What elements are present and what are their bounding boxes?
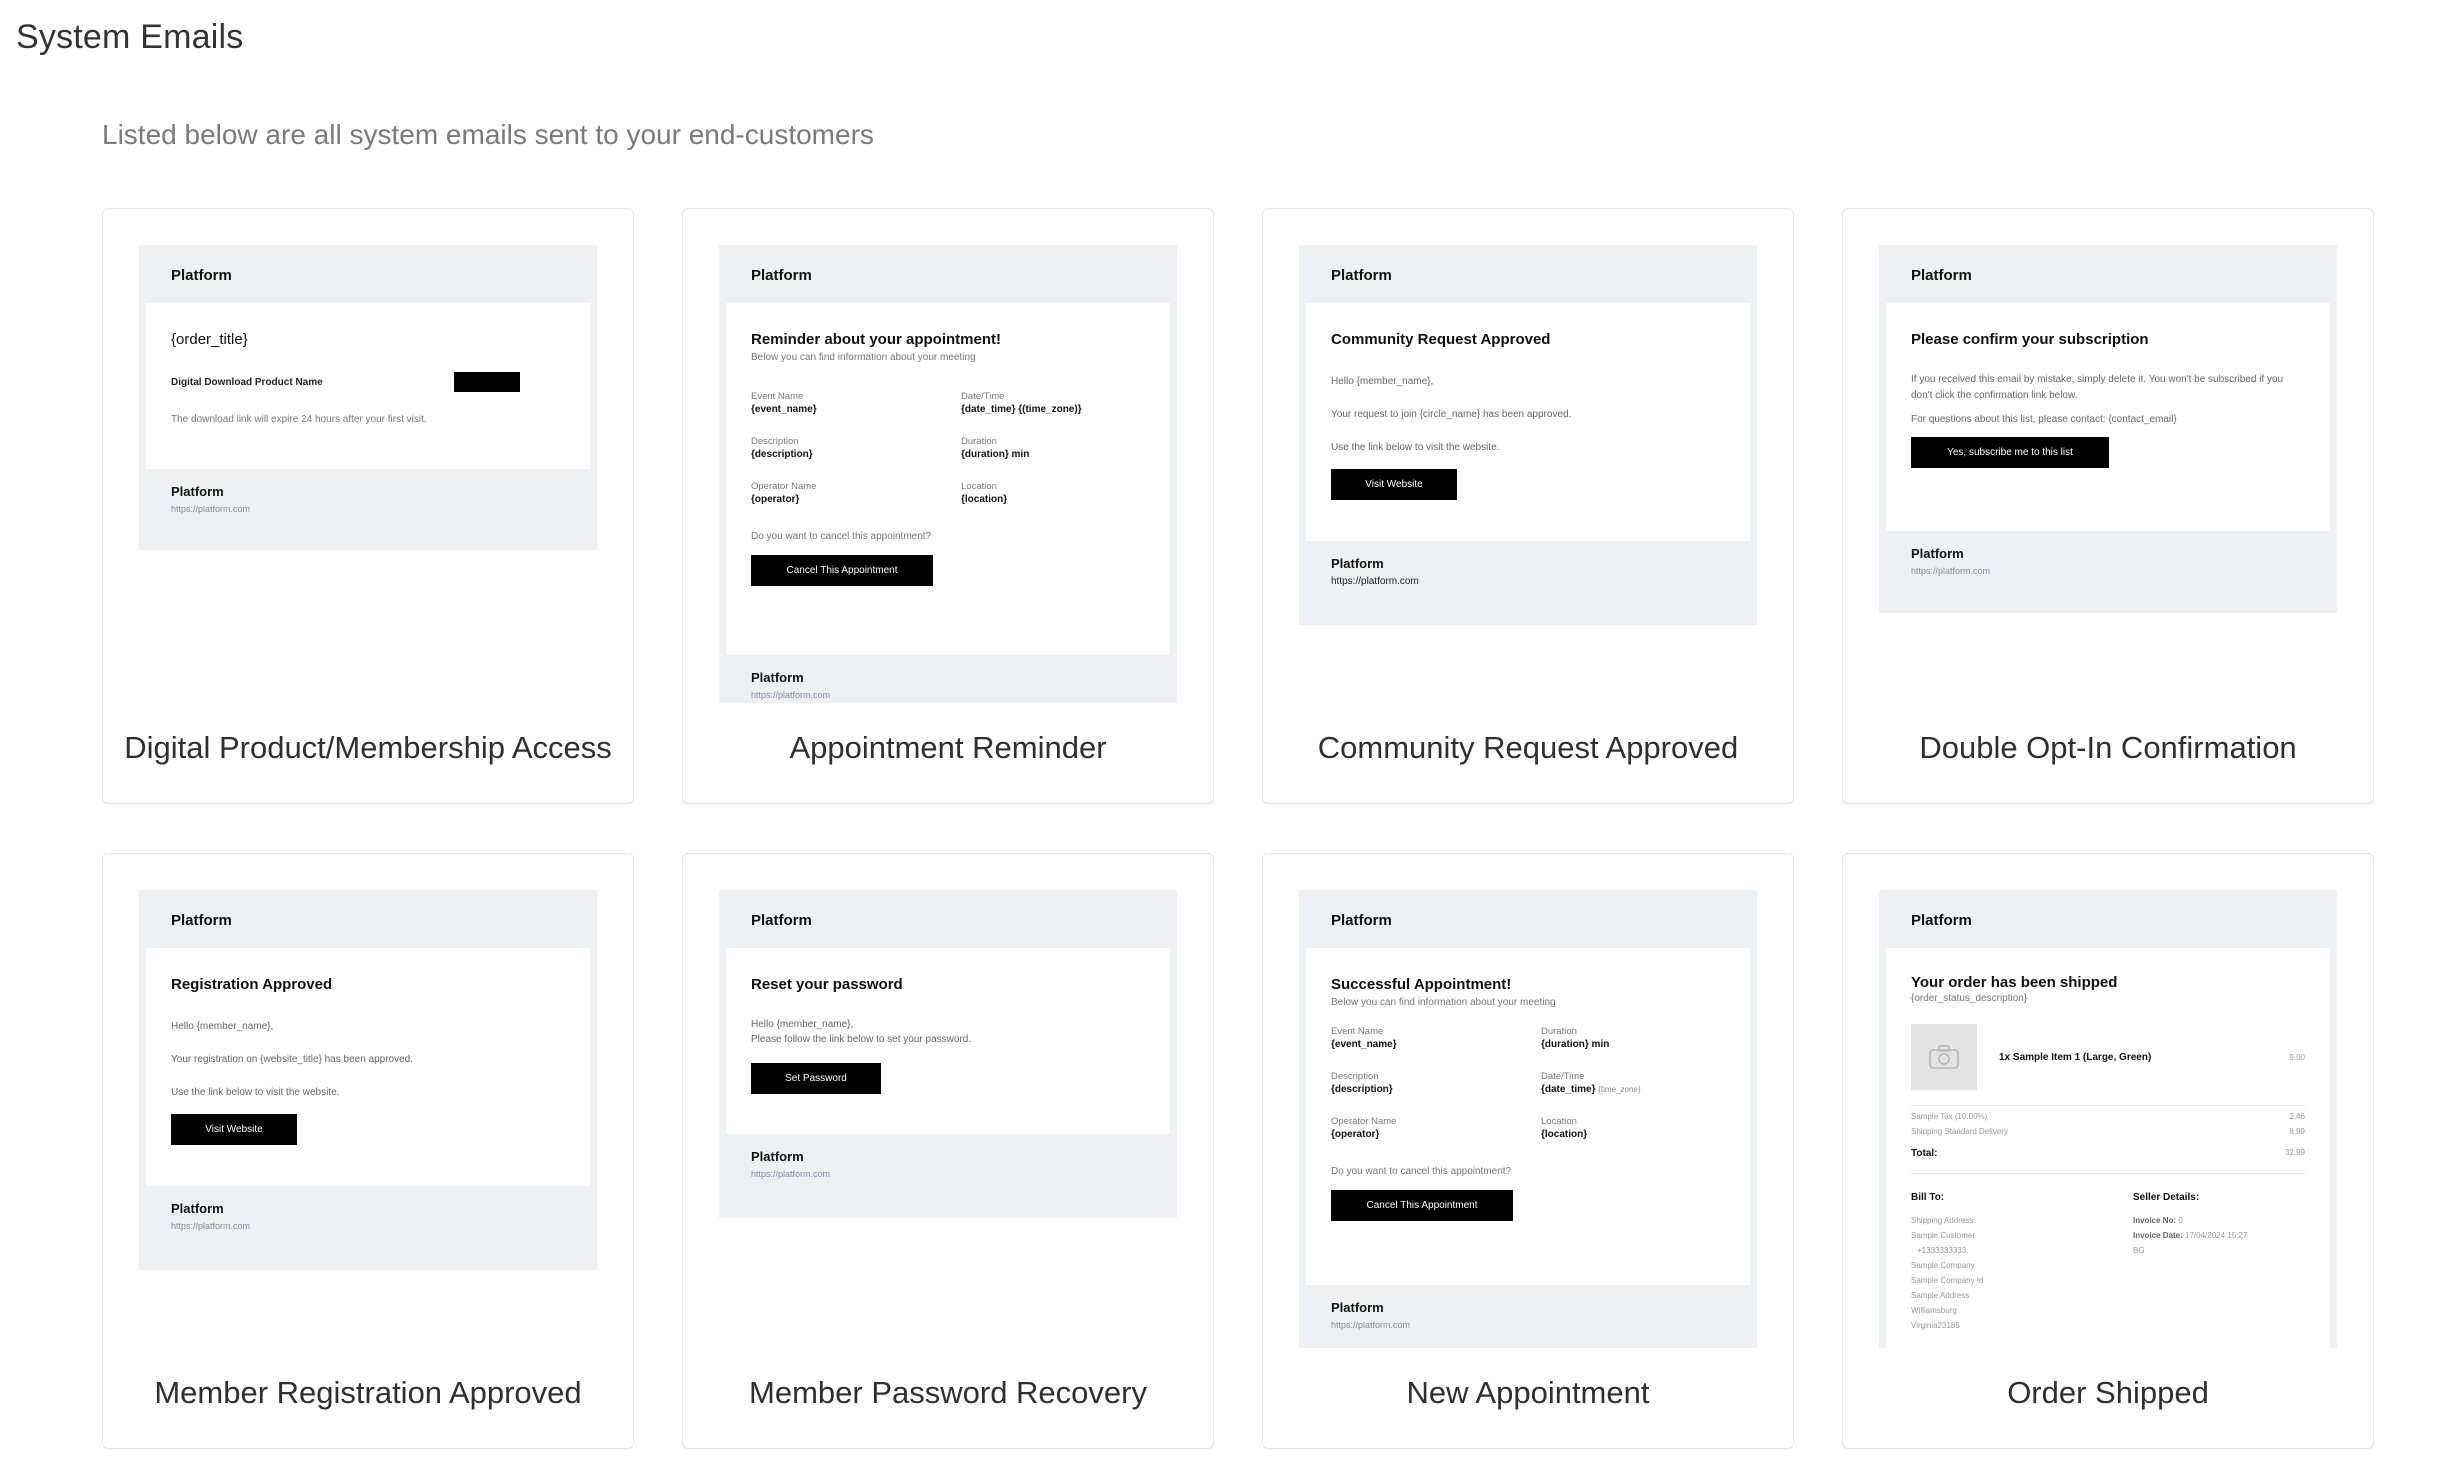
total-value: 32.99 [2284,1148,2305,1157]
field-value [1541,1084,1725,1095]
invoice-date-label: Invoice Date: [2133,1231,2183,1240]
footer-brand: Platform [1331,556,1384,571]
product-name: Digital Download Product Name [171,376,323,388]
field-label: Description [1331,1071,1379,1082]
email-paragraph: Your request to join {circle_name} has been approved. [1331,409,1572,420]
email-greeting: Hello {member_name}, [751,1019,854,1030]
email-brand: Platform [751,912,812,929]
field-label: Date/Time [1541,1071,1585,1082]
visit-website-button: Visit Website [171,1114,297,1145]
card-title: Order Shipped [2007,1375,2209,1410]
email-card-password-recovery[interactable] [682,853,1214,1449]
invoice-no-label: Invoice No: [2133,1216,2177,1225]
email-brand: Platform [171,912,232,929]
footer-url: https://platform.com [1331,1320,1411,1330]
footer-brand: Platform [751,670,804,685]
tax-value: 2.46 [2289,1112,2305,1121]
email-brand: Platform [1911,912,1972,929]
email-greeting: Hello {member_name}, [171,1021,274,1032]
field-label: Location [1541,1116,1577,1127]
field-label: Duration [961,436,997,447]
email-subheading: Below you can find information about your meeting [751,352,976,363]
email-card-community-approved[interactable] [1262,208,1794,804]
cancel-appointment-button: Cancel This Appointment [751,555,933,586]
field-label: Description [751,436,799,447]
cancel-question: Do you want to cancel this appointment? [751,531,932,542]
footer-brand: Platform [171,484,224,499]
email-preview [1299,890,1757,1348]
email-card-digital-access[interactable] [102,208,634,804]
email-heading: Community Request Approved [1331,331,1551,348]
email-paragraph: Your registration on {website_title} has been approved. [171,1054,414,1065]
total-label: Total: [1911,1148,1938,1159]
email-paragraph: Use the link below to visit the website. [1331,442,1500,453]
email-greeting: Hello {member_name}, [1331,376,1434,387]
email-preview [1299,245,1757,703]
email-heading: Please confirm your subscription [1911,331,2149,348]
bill-line: Sample Customer [1911,1231,1976,1240]
bill-to-heading: Bill To: [1911,1192,1945,1203]
email-preview [1879,245,2337,703]
card-title: Member Password Recovery [749,1375,1147,1410]
email-paragraph: Please follow the link below to set your password. [751,1034,972,1045]
email-heading: Your order has been shipped [1911,974,2118,991]
email-paragraph: For questions about this list, please contact: {contact_email} [1911,414,2177,425]
email-heading: Reminder about your appointment! [751,331,1002,348]
footer-brand: Platform [1911,546,1964,561]
email-card-new-appointment[interactable] [1262,853,1794,1449]
field-value: {date_time} {(time_zone)} [961,404,1082,415]
bill-line: Sample Company Id [1911,1276,1984,1285]
field-label: Duration [1541,1026,1577,1037]
camera-icon [1911,1024,1977,1090]
footer-brand: Platform [171,1201,224,1216]
footer-url: https://platform.com [171,1221,251,1231]
email-brand: Platform [171,267,232,284]
email-card-registration-approved[interactable] [102,853,634,1449]
field-value: {event_name} [751,404,817,415]
footer-url: https://platform.com [751,690,831,700]
cancel-appointment-button: Cancel This Appointment [1331,1190,1513,1221]
email-paragraph: Use the link below to visit the website. [171,1087,340,1098]
email-card-double-optin[interactable] [1842,208,2374,804]
card-title: Digital Product/Membership Access [124,730,612,765]
footer-brand: Platform [1331,1300,1384,1315]
field-value: {duration} min [1541,1039,1610,1050]
email-heading: Registration Approved [171,976,333,993]
shipping-value: 8.99 [2289,1127,2305,1136]
card-title: Appointment Reminder [789,730,1107,765]
field-value: {location} [1541,1129,1588,1140]
page-subtitle: Listed below are all system emails sent to your end-customers [102,119,874,150]
card-title: Member Registration Approved [154,1375,582,1410]
email-preview [719,890,1177,1348]
email-preview [139,890,597,1348]
shipping-label: Shipping Standard Delivery [1911,1127,2008,1136]
bill-line: Sample Company [1911,1261,1975,1270]
order-status: {order_status_description} [1911,993,2028,1004]
invoice-no: 0 [2178,1216,2183,1225]
page-title: System Emails [16,18,244,56]
field-label: Event Name [751,391,804,402]
field-label: Operator Name [1331,1116,1397,1127]
bill-line: Shipping Address: [1911,1216,1976,1225]
card-title: Community Request Approved [1317,730,1739,765]
visit-website-button: Visit Website [1331,469,1457,500]
field-label: Location [961,481,997,492]
seller-heading: Seller Details: [2133,1192,2200,1203]
subscribe-button: Yes, subscribe me to this list [1911,437,2109,468]
email-card-order-shipped[interactable] [1842,853,2374,1449]
footer-url: https://platform.com [1911,566,1991,576]
item-price: 9.00 [2289,1052,2305,1062]
seller-extra: BG [2133,1246,2145,1255]
bill-line: Sample Address [1911,1291,1970,1300]
field-value: {operator} [751,494,800,505]
email-brand: Platform [1911,267,1972,284]
download-note: The download link will expire 24 hours after your first visit. [171,414,427,425]
invoice-date: 17/04/2024 15:27 [2185,1231,2248,1240]
email-card-appointment-reminder[interactable] [682,208,1214,804]
email-heading: Reset your password [751,976,903,993]
field-value: {event_name} [1331,1039,1397,1050]
email-preview [719,245,1177,703]
footer-url: https://platform.com [751,1169,831,1179]
field-value: {operator} [1331,1129,1380,1140]
bill-line: +1333333333, [1917,1246,1969,1255]
email-paragraph: If you received this email by mistake, simply delete it. You won't be subscribed if you don't click the confirmation link below. [1911,374,2284,401]
time-zone-value: {time_zone} [1598,1085,1641,1094]
email-brand: Platform [1331,267,1392,284]
email-subheading: Below you can find information about your meeting [1331,997,1556,1008]
email-brand: Platform [751,267,812,284]
field-value: {duration} min [961,449,1030,460]
bill-line: Williamsburg [1911,1306,1957,1315]
email-preview [139,245,597,703]
card-title: New Appointment [1406,1375,1650,1410]
card-title: Double Opt-In Confirmation [1919,730,2297,765]
email-brand: Platform [1331,912,1392,929]
set-password-button: Set Password [751,1063,881,1094]
date-time-value: {date_time} [1541,1084,1596,1095]
field-value: {description} [751,449,813,460]
field-label: Date/Time [961,391,1005,402]
field-value: {location} [961,494,1008,505]
footer-brand: Platform [751,1149,804,1164]
item-name: 1x Sample Item 1 (Large, Green) [1999,1051,2152,1063]
field-label: Operator Name [751,481,817,492]
order-title: {order_title} [171,331,248,348]
cancel-question: Do you want to cancel this appointment? [1331,1166,1512,1177]
field-value: {description} [1331,1084,1393,1095]
download-button [454,372,520,392]
footer-url: https://platform.com [171,504,251,514]
tax-label: Sample Tax (10.00%) [1911,1112,1988,1121]
email-heading: Successful Appointment! [1331,976,1512,993]
bill-line: Virginia23185 [1911,1321,1960,1330]
field-label: Event Name [1331,1026,1384,1037]
email-preview [1879,890,2337,1348]
footer-url: https://platform.com [1331,576,1419,587]
